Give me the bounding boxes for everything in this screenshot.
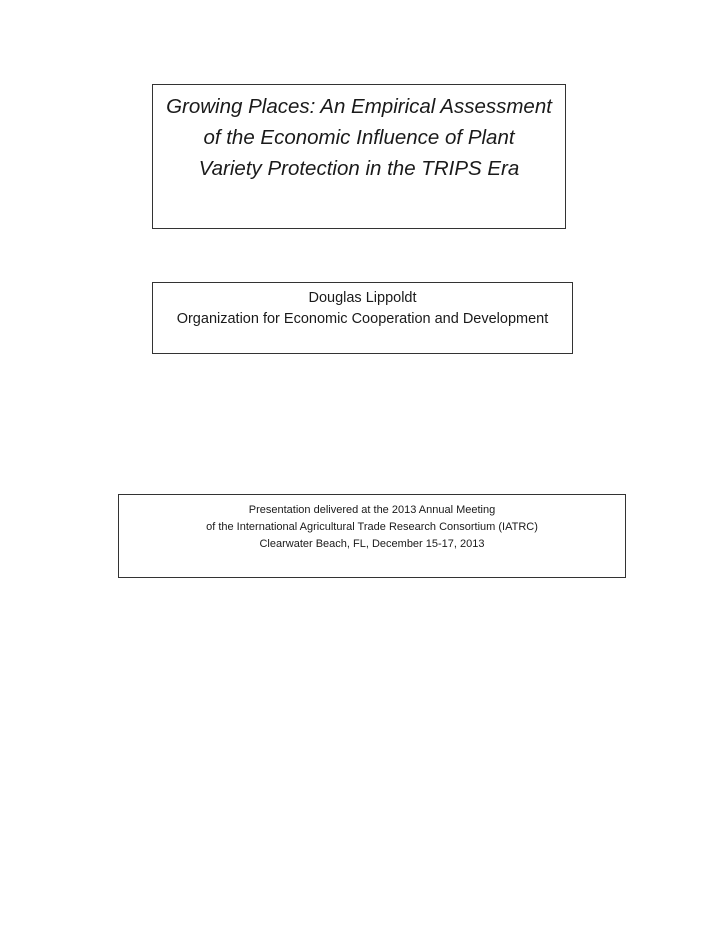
venue-box <box>118 494 626 578</box>
venue-line-3: Clearwater Beach, FL, December 15-17, 2013 <box>259 538 485 550</box>
title-box <box>152 84 566 229</box>
venue-line-1: Presentation delivered at the 2013 Annual Meeting <box>248 504 496 516</box>
title-line-2: of the Economic Influence of Plant <box>203 126 515 149</box>
title-line-1: Growing Places: An Empirical Assessment <box>166 95 552 118</box>
author-name: Douglas Lippoldt <box>308 290 417 306</box>
title-line-3: Variety Protection in the TRIPS Era <box>198 157 520 180</box>
author-affiliation: Organization for Economic Cooperation and Development <box>176 311 549 327</box>
venue-line-2: of the International Agricultural Trade Research Consortium (IATRC) <box>206 521 538 533</box>
author-box <box>152 282 573 354</box>
